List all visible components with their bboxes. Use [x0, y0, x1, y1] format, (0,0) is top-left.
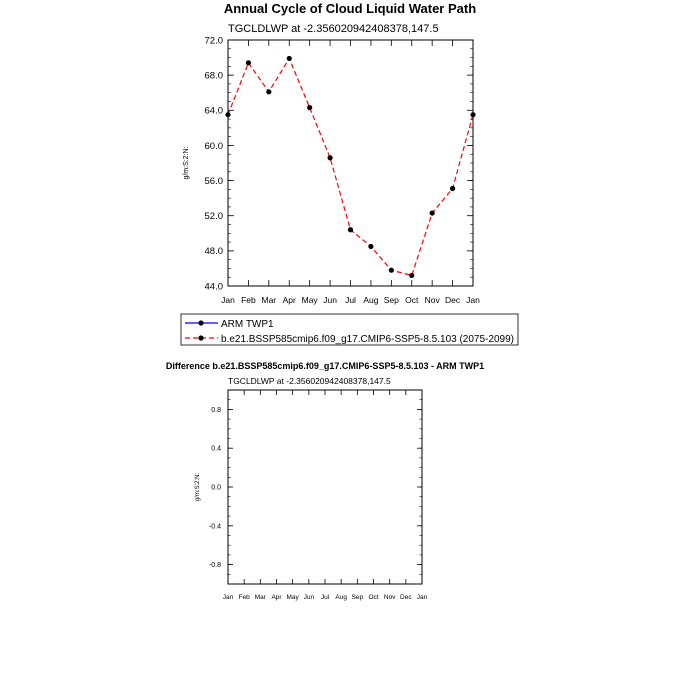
data-point — [389, 268, 394, 273]
diff-plot-frame — [228, 390, 422, 584]
y-tick-label: 64.0 — [204, 105, 223, 117]
diff-chart-title: Difference b.e21.BSSP585cmip6.f09_g17.CMIP6-SSP5-8.5.103 - ARM TWP1 — [165, 361, 485, 371]
chart-subtitle: TGCLDLWP at -2.3560209424083​78,147.5 — [228, 23, 439, 35]
x-tick-label: Jul — [320, 594, 330, 601]
x-tick-label: Dec — [445, 295, 461, 305]
x-tick-label: Nov — [424, 295, 440, 305]
x-tick-label: Jan — [416, 594, 428, 601]
y-tick-label: 0.8 — [211, 406, 221, 414]
data-point — [307, 105, 312, 110]
x-tick-label: Apr — [271, 594, 282, 601]
y-tick-label: 72.0 — [204, 35, 223, 47]
legend-marker-arm — [198, 320, 203, 325]
data-point — [266, 89, 271, 94]
legend — [181, 314, 518, 345]
data-point — [287, 56, 292, 61]
x-tick-label: Dec — [400, 594, 412, 601]
diff-y-axis-label: g/m:S:2:N: — [195, 472, 201, 502]
y-tick-label: -0.8 — [208, 562, 221, 570]
data-point — [470, 112, 475, 117]
x-tick-label: Feb — [238, 594, 250, 601]
x-tick-label: Oct — [405, 295, 419, 305]
x-tick-label: Jul — [345, 295, 356, 305]
series-layer — [225, 56, 475, 278]
x-tick-label: Feb — [241, 295, 256, 305]
annual-cycle-chart — [183, 1, 480, 305]
diff-x-tick-labels — [223, 594, 428, 601]
data-point — [246, 60, 251, 65]
legend-marker-model — [198, 335, 203, 340]
data-point — [348, 227, 353, 232]
data-point — [327, 155, 332, 160]
y-tick-label: 44.0 — [204, 281, 223, 293]
y-tick-labels — [205, 35, 224, 292]
x-tick-label: Aug — [363, 295, 379, 305]
y-tick-label: 0.0 — [211, 484, 221, 492]
chart-title: Annual Cycle of Cloud Liquid Water Path — [223, 1, 477, 16]
x-tick-label: Mar — [254, 594, 266, 601]
x-tick-label: Jan — [466, 295, 480, 305]
legend-label-model: b.e21.BSSP585cmip6.f09_g17.CMIP6-SSP5-8.5.103 (2075-2099) — [221, 334, 514, 345]
x-tick-label: Aug — [335, 594, 347, 601]
y-tick-label: 52.0 — [204, 211, 223, 223]
x-tick-label: Nov — [383, 594, 396, 601]
x-tick-label: Sep — [383, 295, 399, 305]
x-tick-label: Apr — [282, 295, 296, 305]
plot-frame — [228, 40, 473, 286]
diff-axis-ticks — [228, 390, 422, 584]
x-tick-label: Mar — [261, 295, 277, 305]
x-tick-label: Jan — [221, 295, 235, 305]
x-tick-label: Jan — [222, 594, 234, 601]
y-tick-label: -0.4 — [208, 523, 221, 531]
x-tick-label: May — [301, 295, 318, 305]
axis-ticks — [228, 40, 473, 286]
data-point — [430, 210, 435, 215]
x-tick-label: Sep — [351, 594, 364, 601]
legend-label-arm: ARM TWP1 — [221, 319, 274, 330]
y-tick-label: 68.0 — [204, 70, 223, 82]
x-tick-label: Jun — [323, 295, 337, 305]
data-point — [225, 112, 230, 117]
diff-chart-subtitle: TGCLDLWP at -2.3560209424083​78,147.5 — [228, 376, 391, 386]
y-tick-label: 0.4 — [211, 445, 221, 453]
difference-chart — [166, 361, 484, 601]
data-point — [368, 244, 373, 249]
y-axis-label: g/m:S:2:N: — [183, 146, 190, 180]
x-tick-label: Jun — [303, 594, 315, 601]
data-point — [450, 186, 455, 191]
y-tick-label: 60.0 — [204, 140, 223, 152]
data-point — [409, 273, 414, 278]
y-tick-label: 48.0 — [204, 246, 223, 258]
x-tick-label: Oct — [368, 594, 379, 601]
series-line — [228, 58, 473, 275]
x-tick-labels — [221, 295, 480, 305]
y-tick-label: 56.0 — [204, 175, 223, 187]
diff-y-tick-labels — [209, 407, 221, 569]
x-tick-label: May — [286, 594, 299, 601]
